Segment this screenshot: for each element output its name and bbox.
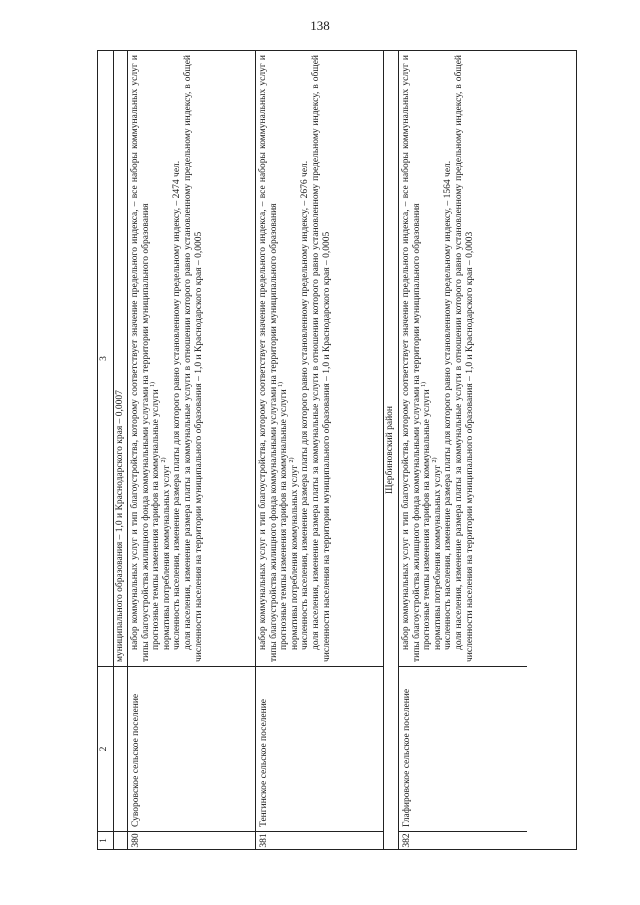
page-number: 138: [310, 18, 330, 33]
detail-tariffs: прогнозные темпы изменения тарифов на коммунальные услуги $^{1)}$: [421, 381, 433, 650]
table-row: [399, 51, 527, 849]
settlement-name: Тенгинское сельское поселение: [256, 666, 383, 831]
detail-tariffs: прогнозные темпы изменения тарифов на коммунальные услуги $^{1)}$: [150, 381, 162, 650]
row-details: [128, 51, 255, 666]
header-col-1: 1: [98, 831, 113, 849]
detail-share: доля населения, изменение размера платы за коммунальные услуги в отношении которого равно установленному предельному индексу, в общей численности населения на территории муниципального образования – 1,0 и Краснодарского края – 0,0005: [182, 55, 204, 662]
detail-norms: нормативы потребления коммунальных услуг $^{2)}$: [431, 457, 443, 650]
district-name: Щербиновский район: [385, 406, 395, 494]
header-col-2: 2: [98, 666, 113, 831]
detail-set: набор коммунальных услуг и тип благоустройства, которому соответствует значение предельного индекса, – все наборы коммунальных услуг и типы благоустройства жилищного фонда коммунальными услугами на территории муниципального образования: [258, 55, 279, 662]
row-number: 381: [256, 831, 383, 849]
district-row: [384, 51, 399, 849]
table-header-row: [98, 51, 114, 849]
table-row: [128, 51, 256, 849]
detail-tariffs: прогнозные темпы изменения тарифов на коммунальные услуги $^{1)}$: [278, 381, 290, 650]
settlement-name: Глафировское сельское поселение: [399, 666, 527, 831]
detail-share: доля населения, изменение размера платы за коммунальные услуги в отношении которого равно установленному предельному индексу, в общей численности населения на территории муниципального образования – 1,0 и Краснодарского края – 0,0003: [453, 55, 475, 662]
detail-set: набор коммунальных услуг и тип благоустройства, которому соответствует значение предельного индекса, – все наборы коммунальных услуг и типы благоустройства жилищного фонда коммунальными услугами на территории муниципального образования: [401, 55, 422, 662]
continuation-row: [114, 51, 128, 849]
detail-population: численность населения, изменение размера платы для которого равно установленному предельному индексу, – 2676 чел.: [300, 160, 311, 650]
continuation-text: муниципального образования – 1,0 и Краснодарского края – 0,0007: [115, 390, 125, 662]
row-details: [399, 51, 527, 666]
row-number: 382: [399, 831, 527, 849]
detail-norms: нормативы потребления коммунальных услуг $^{2)}$: [288, 457, 300, 650]
row-details: [256, 51, 383, 666]
detail-norms: нормативы потребления коммунальных услуг $^{2)}$: [160, 457, 172, 650]
detail-share: доля населения, изменение размера платы за коммунальные услуги в отношении которого равно установленному предельному индексу, в общей численности населения на территории муниципального образования – 1,0 и Краснодарского края – 0,0005: [310, 55, 332, 662]
detail-population: численность населения, изменение размера платы для которого равно установленному предельному индексу, – 1564 чел.: [443, 160, 454, 650]
header-col-3: 3: [99, 356, 109, 361]
detail-population: численность населения, изменение размера платы для которого равно установленному предельному индексу, – 2474 чел.: [172, 160, 183, 650]
table-row: [256, 51, 384, 849]
document-table: [97, 50, 577, 850]
settlement-name: Суворовское сельское поселение: [128, 666, 255, 831]
detail-set: набор коммунальных услуг и тип благоустройства, которому соответствует значение предельного индекса, – все наборы коммунальных услуг и типы благоустройства жилищного фонда коммунальными услугами на территории муниципального образования: [130, 55, 151, 662]
row-number: 380: [128, 831, 255, 849]
